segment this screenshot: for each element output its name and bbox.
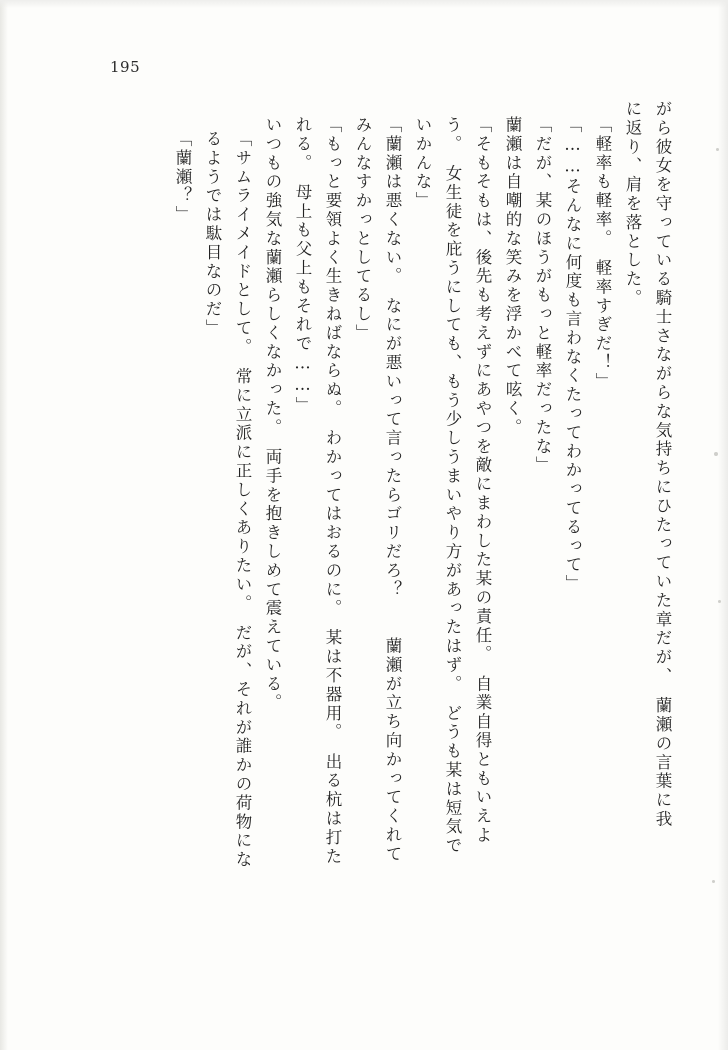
page-edge-shading-top xyxy=(0,0,728,8)
page-edge-shading-right xyxy=(718,0,728,1050)
paper-speck xyxy=(714,452,718,456)
text-line: う。 女生徒を庇うにしても、もう少しうまいやり方があったはず。 どうも某は短気で xyxy=(443,116,462,856)
paper-speck xyxy=(718,600,721,603)
text-line: るようでは駄目なのだ」 xyxy=(203,130,222,338)
page-number: 195 xyxy=(110,58,141,76)
text-line: 「軽率も軽率。 軽率すぎだ！」 xyxy=(593,116,612,392)
text-line: 「そもそもは、後先も考えずにあやつを敵にまわした某の責任。 自業自得ともいえよ xyxy=(473,116,492,845)
text-line: 「……そんなに何度も言わなくたってわかってるって」 xyxy=(563,116,582,594)
text-line: いかんな」 xyxy=(413,116,432,211)
page-edge-shading-left xyxy=(0,0,8,1050)
text-line: 「蘭瀬？」 xyxy=(173,130,192,225)
text-line: みんなすかっとしてるし」 xyxy=(353,116,372,343)
text-line: に返り、肩を落とした。 xyxy=(623,100,642,308)
text-line: いつもの強気な蘭瀬らしくなかった。 両手を抱きしめて震えている。 xyxy=(263,116,282,713)
text-line: 「サムライメイドとして。 常に立派に正しくありたい。 だが、それが誰かの荷物にな xyxy=(233,130,252,870)
paper-speck xyxy=(716,148,719,151)
text-line: 「だが、某のほうがもっと軽率だったな」 xyxy=(533,116,552,476)
text-line: れる。 母上も父上もそれで……」 xyxy=(293,116,312,416)
paper-speck xyxy=(712,880,715,883)
vertical-text-block xyxy=(60,100,670,980)
text-line: 「もっと要領よく生きねばならぬ。 わかってはおるのに。 某は不器用。 出る杭は打た xyxy=(323,116,342,867)
text-line: 蘭瀬は自嘲的な笑みを浮かべて呟く。 xyxy=(503,116,522,438)
text-line: がら彼女を守っている騎士さながらな気持ちにひたっていた章だが、 蘭瀬の言葉に我 xyxy=(653,100,672,829)
text-line: 「蘭瀬は悪くない。 なにが悪いって言ったらゴリだろ？ 蘭瀬が立ち向かってくれて xyxy=(383,116,402,864)
